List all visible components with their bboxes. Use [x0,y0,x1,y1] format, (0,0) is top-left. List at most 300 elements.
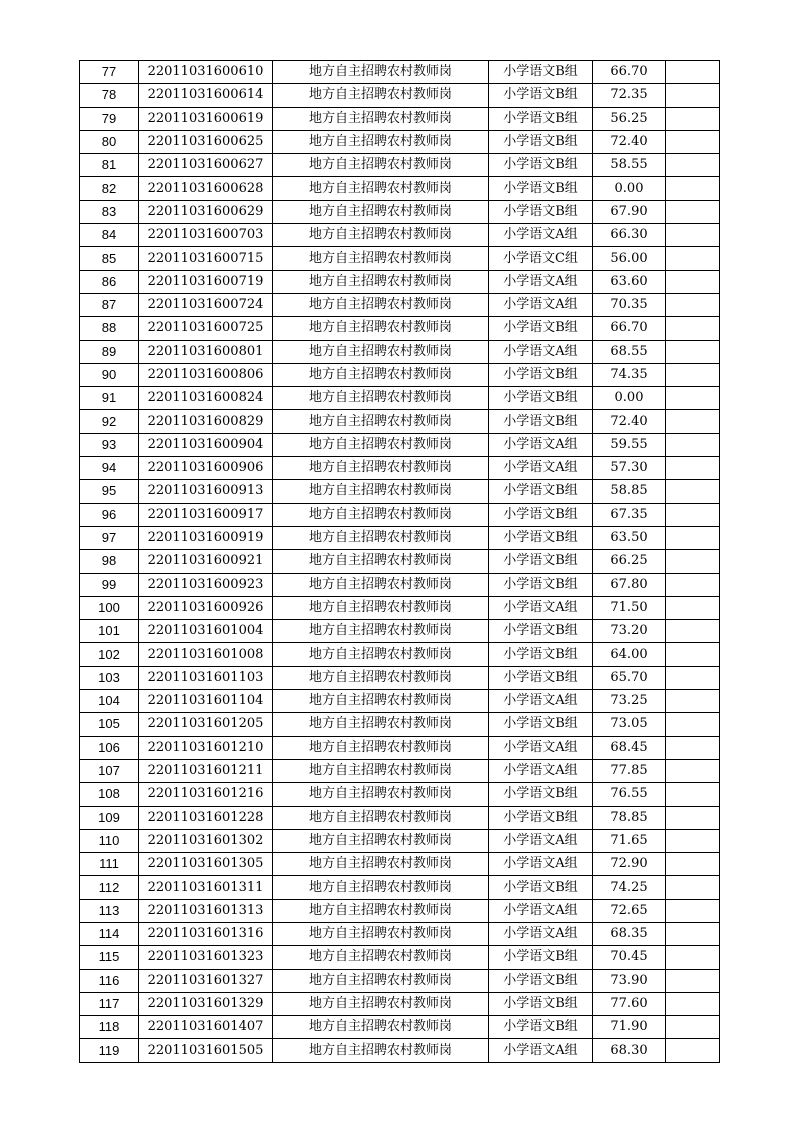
post-name-cell: 地方自主招聘农村教师岗 [273,363,489,386]
score-cell: 67.35 [593,503,666,526]
subject-group-cell: 小学语文C组 [489,247,593,270]
table-row [80,270,720,293]
subject-group-cell: 小学语文B组 [489,317,593,340]
subject-group-cell: 小学语文B组 [489,107,593,130]
score-table [79,60,720,1063]
remark-cell [666,317,720,340]
remark-cell [666,130,720,153]
post-name-cell: 地方自主招聘农村教师岗 [273,713,489,736]
score-cell: 68.30 [593,1039,666,1062]
exam-id-cell: 22011031600829 [139,410,273,433]
subject-group-cell: 小学语文B组 [489,1016,593,1039]
remark-cell [666,876,720,899]
table-row [80,130,720,153]
exam-id-cell: 22011031601210 [139,736,273,759]
table-row [80,922,720,945]
remark-cell [666,666,720,689]
table-row [80,200,720,223]
subject-group-cell: 小学语文B组 [489,969,593,992]
subject-group-cell: 小学语文B组 [489,154,593,177]
score-cell: 66.70 [593,317,666,340]
table-row [80,829,720,852]
subject-group-cell: 小学语文B组 [489,84,593,107]
row-number-cell: 84 [80,224,139,247]
post-name-cell: 地方自主招聘农村教师岗 [273,899,489,922]
score-cell: 73.25 [593,690,666,713]
exam-id-cell: 22011031601004 [139,620,273,643]
post-name-cell: 地方自主招聘农村教师岗 [273,293,489,316]
score-cell: 78.85 [593,806,666,829]
post-name-cell: 地方自主招聘农村教师岗 [273,596,489,619]
post-name-cell: 地方自主招聘农村教师岗 [273,922,489,945]
score-cell: 72.40 [593,130,666,153]
remark-cell [666,899,720,922]
subject-group-cell: 小学语文B组 [489,573,593,596]
row-number-cell: 97 [80,526,139,549]
table-row [80,433,720,456]
subject-group-cell: 小学语文A组 [489,690,593,713]
post-name-cell: 地方自主招聘农村教师岗 [273,340,489,363]
table-row [80,596,720,619]
subject-group-cell: 小学语文A组 [489,736,593,759]
table-row [80,969,720,992]
subject-group-cell: 小学语文B组 [489,61,593,84]
table-row [80,177,720,200]
table-row [80,573,720,596]
table-row [80,340,720,363]
post-name-cell: 地方自主招聘农村教师岗 [273,247,489,270]
remark-cell [666,1016,720,1039]
subject-group-cell: 小学语文B组 [489,363,593,386]
row-number-cell: 88 [80,317,139,340]
post-name-cell: 地方自主招聘农村教师岗 [273,61,489,84]
remark-cell [666,759,720,782]
remark-cell [666,84,720,107]
exam-id-cell: 22011031600923 [139,573,273,596]
exam-id-cell: 22011031600913 [139,480,273,503]
exam-id-cell: 22011031601008 [139,643,273,666]
remark-cell [666,503,720,526]
score-cell: 56.25 [593,107,666,130]
table-row [80,457,720,480]
exam-id-cell: 22011031601205 [139,713,273,736]
remark-cell [666,480,720,503]
row-number-cell: 83 [80,200,139,223]
subject-group-cell: 小学语文B组 [489,806,593,829]
subject-group-cell: 小学语文A组 [489,457,593,480]
remark-cell [666,526,720,549]
subject-group-cell: 小学语文B组 [489,876,593,899]
row-number-cell: 90 [80,363,139,386]
exam-id-cell: 22011031600628 [139,177,273,200]
score-cell: 77.85 [593,759,666,782]
subject-group-cell: 小学语文B组 [489,387,593,410]
row-number-cell: 117 [80,992,139,1015]
remark-cell [666,620,720,643]
subject-group-cell: 小学语文B组 [489,643,593,666]
post-name-cell: 地方自主招聘农村教师岗 [273,410,489,433]
exam-id-cell: 22011031601104 [139,690,273,713]
row-number-cell: 110 [80,829,139,852]
exam-id-cell: 22011031601323 [139,946,273,969]
remark-cell [666,293,720,316]
post-name-cell: 地方自主招聘农村教师岗 [273,573,489,596]
post-name-cell: 地方自主招聘农村教师岗 [273,946,489,969]
remark-cell [666,690,720,713]
subject-group-cell: 小学语文B组 [489,550,593,573]
row-number-cell: 104 [80,690,139,713]
remark-cell [666,247,720,270]
exam-id-cell: 22011031601211 [139,759,273,782]
post-name-cell: 地方自主招聘农村教师岗 [273,690,489,713]
remark-cell [666,177,720,200]
row-number-cell: 96 [80,503,139,526]
exam-id-cell: 22011031601316 [139,922,273,945]
subject-group-cell: 小学语文A组 [489,759,593,782]
subject-group-cell: 小学语文A组 [489,433,593,456]
row-number-cell: 80 [80,130,139,153]
subject-group-cell: 小学语文A组 [489,853,593,876]
row-number-cell: 116 [80,969,139,992]
remark-cell [666,340,720,363]
row-number-cell: 114 [80,922,139,945]
post-name-cell: 地方自主招聘农村教师岗 [273,503,489,526]
remark-cell [666,573,720,596]
exam-id-cell: 22011031601103 [139,666,273,689]
remark-cell [666,1039,720,1062]
remark-cell [666,433,720,456]
score-cell: 72.90 [593,853,666,876]
remark-cell [666,200,720,223]
row-number-cell: 109 [80,806,139,829]
post-name-cell: 地方自主招聘农村教师岗 [273,457,489,480]
score-cell: 68.55 [593,340,666,363]
exam-id-cell: 22011031600919 [139,526,273,549]
score-cell: 0.00 [593,177,666,200]
subject-group-cell: 小学语文B组 [489,200,593,223]
score-cell: 73.20 [593,620,666,643]
table-row [80,480,720,503]
row-number-cell: 101 [80,620,139,643]
exam-id-cell: 22011031600921 [139,550,273,573]
exam-id-cell: 22011031601302 [139,829,273,852]
subject-group-cell: 小学语文B组 [489,480,593,503]
score-cell: 72.35 [593,84,666,107]
post-name-cell: 地方自主招聘农村教师岗 [273,224,489,247]
subject-group-cell: 小学语文B组 [489,130,593,153]
score-cell: 58.85 [593,480,666,503]
remark-cell [666,270,720,293]
row-number-cell: 102 [80,643,139,666]
exam-id-cell: 22011031600917 [139,503,273,526]
exam-id-cell: 22011031600719 [139,270,273,293]
post-name-cell: 地方自主招聘农村教师岗 [273,200,489,223]
score-cell: 74.25 [593,876,666,899]
exam-id-cell: 22011031600926 [139,596,273,619]
score-cell: 65.70 [593,666,666,689]
score-cell: 72.40 [593,410,666,433]
row-number-cell: 107 [80,759,139,782]
score-cell: 74.35 [593,363,666,386]
remark-cell [666,922,720,945]
remark-cell [666,853,720,876]
remark-cell [666,387,720,410]
table-row [80,643,720,666]
remark-cell [666,969,720,992]
post-name-cell: 地方自主招聘农村教师岗 [273,666,489,689]
row-number-cell: 91 [80,387,139,410]
remark-cell [666,363,720,386]
table-row [80,1016,720,1039]
score-cell: 64.00 [593,643,666,666]
exam-id-cell: 22011031600904 [139,433,273,456]
subject-group-cell: 小学语文B组 [489,620,593,643]
score-cell: 71.90 [593,1016,666,1039]
table-row [80,620,720,643]
remark-cell [666,783,720,806]
table-row [80,84,720,107]
remark-cell [666,61,720,84]
post-name-cell: 地方自主招聘农村教师岗 [273,1039,489,1062]
exam-id-cell: 22011031601228 [139,806,273,829]
post-name-cell: 地方自主招聘农村教师岗 [273,433,489,456]
subject-group-cell: 小学语文B组 [489,666,593,689]
post-name-cell: 地方自主招聘农村教师岗 [273,526,489,549]
table-row [80,713,720,736]
table-row [80,363,720,386]
post-name-cell: 地方自主招聘农村教师岗 [273,317,489,340]
post-name-cell: 地方自主招聘农村教师岗 [273,620,489,643]
table-row [80,806,720,829]
remark-cell [666,643,720,666]
post-name-cell: 地方自主招聘农村教师岗 [273,154,489,177]
score-cell: 68.45 [593,736,666,759]
subject-group-cell: 小学语文A组 [489,1039,593,1062]
row-number-cell: 86 [80,270,139,293]
table-row [80,876,720,899]
post-name-cell: 地方自主招聘农村教师岗 [273,480,489,503]
row-number-cell: 118 [80,1016,139,1039]
subject-group-cell: 小学语文A组 [489,270,593,293]
exam-id-cell: 22011031600715 [139,247,273,270]
score-table-body [80,61,720,1063]
score-cell: 70.35 [593,293,666,316]
score-cell: 67.80 [593,573,666,596]
exam-id-cell: 22011031601327 [139,969,273,992]
row-number-cell: 78 [80,84,139,107]
score-cell: 71.50 [593,596,666,619]
row-number-cell: 94 [80,457,139,480]
row-number-cell: 112 [80,876,139,899]
table-row [80,107,720,130]
score-cell: 77.60 [593,992,666,1015]
subject-group-cell: 小学语文A组 [489,922,593,945]
subject-group-cell: 小学语文A组 [489,829,593,852]
subject-group-cell: 小学语文B组 [489,410,593,433]
table-row [80,736,720,759]
exam-id-cell: 22011031600824 [139,387,273,410]
score-cell: 58.55 [593,154,666,177]
subject-group-cell: 小学语文A组 [489,224,593,247]
post-name-cell: 地方自主招聘农村教师岗 [273,783,489,806]
remark-cell [666,154,720,177]
post-name-cell: 地方自主招聘农村教师岗 [273,107,489,130]
subject-group-cell: 小学语文B组 [489,783,593,806]
exam-id-cell: 22011031600627 [139,154,273,177]
table-row [80,387,720,410]
table-row [80,992,720,1015]
exam-id-cell: 22011031600725 [139,317,273,340]
score-cell: 70.45 [593,946,666,969]
score-cell: 57.30 [593,457,666,480]
post-name-cell: 地方自主招聘农村教师岗 [273,876,489,899]
post-name-cell: 地方自主招聘农村教师岗 [273,270,489,293]
subject-group-cell: 小学语文A组 [489,293,593,316]
remark-cell [666,550,720,573]
remark-cell [666,946,720,969]
exam-id-cell: 22011031600625 [139,130,273,153]
row-number-cell: 79 [80,107,139,130]
row-number-cell: 77 [80,61,139,84]
score-cell: 73.90 [593,969,666,992]
row-number-cell: 85 [80,247,139,270]
table-row [80,410,720,433]
subject-group-cell: 小学语文A组 [489,596,593,619]
row-number-cell: 103 [80,666,139,689]
table-row [80,783,720,806]
table-row [80,61,720,84]
exam-id-cell: 22011031600724 [139,293,273,316]
subject-group-cell: 小学语文B组 [489,526,593,549]
row-number-cell: 87 [80,293,139,316]
exam-id-cell: 22011031601329 [139,992,273,1015]
table-row [80,1039,720,1062]
score-cell: 59.55 [593,433,666,456]
subject-group-cell: 小学语文A组 [489,340,593,363]
row-number-cell: 81 [80,154,139,177]
table-row [80,526,720,549]
remark-cell [666,596,720,619]
subject-group-cell: 小学语文B组 [489,503,593,526]
score-cell: 66.25 [593,550,666,573]
post-name-cell: 地方自主招聘农村教师岗 [273,550,489,573]
post-name-cell: 地方自主招聘农村教师岗 [273,177,489,200]
table-row [80,247,720,270]
exam-id-cell: 22011031601407 [139,1016,273,1039]
row-number-cell: 105 [80,713,139,736]
remark-cell [666,457,720,480]
subject-group-cell: 小学语文A组 [489,899,593,922]
row-number-cell: 92 [80,410,139,433]
post-name-cell: 地方自主招聘农村教师岗 [273,806,489,829]
exam-id-cell: 22011031601305 [139,853,273,876]
score-cell: 56.00 [593,247,666,270]
post-name-cell: 地方自主招聘农村教师岗 [273,759,489,782]
remark-cell [666,992,720,1015]
table-row [80,154,720,177]
subject-group-cell: 小学语文B组 [489,177,593,200]
exam-id-cell: 22011031600906 [139,457,273,480]
exam-id-cell: 22011031601505 [139,1039,273,1062]
score-cell: 63.60 [593,270,666,293]
remark-cell [666,713,720,736]
score-cell: 73.05 [593,713,666,736]
table-row [80,503,720,526]
post-name-cell: 地方自主招聘农村教师岗 [273,829,489,852]
post-name-cell: 地方自主招聘农村教师岗 [273,1016,489,1039]
exam-id-cell: 22011031601216 [139,783,273,806]
post-name-cell: 地方自主招聘农村教师岗 [273,992,489,1015]
score-cell: 0.00 [593,387,666,410]
subject-group-cell: 小学语文B组 [489,713,593,736]
post-name-cell: 地方自主招聘农村教师岗 [273,853,489,876]
score-cell: 71.65 [593,829,666,852]
row-number-cell: 82 [80,177,139,200]
post-name-cell: 地方自主招聘农村教师岗 [273,643,489,666]
table-row [80,550,720,573]
score-cell: 72.65 [593,899,666,922]
remark-cell [666,736,720,759]
subject-group-cell: 小学语文B组 [489,946,593,969]
exam-id-cell: 22011031601311 [139,876,273,899]
subject-group-cell: 小学语文B组 [489,992,593,1015]
row-number-cell: 98 [80,550,139,573]
post-name-cell: 地方自主招聘农村教师岗 [273,736,489,759]
exam-id-cell: 22011031601313 [139,899,273,922]
remark-cell [666,806,720,829]
row-number-cell: 93 [80,433,139,456]
row-number-cell: 99 [80,573,139,596]
row-number-cell: 113 [80,899,139,922]
table-row [80,317,720,340]
table-row [80,759,720,782]
table-row [80,666,720,689]
exam-id-cell: 22011031600801 [139,340,273,363]
remark-cell [666,224,720,247]
post-name-cell: 地方自主招聘农村教师岗 [273,84,489,107]
exam-id-cell: 22011031600806 [139,363,273,386]
post-name-cell: 地方自主招聘农村教师岗 [273,130,489,153]
remark-cell [666,410,720,433]
table-row [80,293,720,316]
row-number-cell: 95 [80,480,139,503]
exam-id-cell: 22011031600703 [139,224,273,247]
remark-cell [666,829,720,852]
table-row [80,853,720,876]
post-name-cell: 地方自主招聘农村教师岗 [273,387,489,410]
row-number-cell: 115 [80,946,139,969]
score-cell: 66.70 [593,61,666,84]
score-cell: 76.55 [593,783,666,806]
score-cell: 68.35 [593,922,666,945]
row-number-cell: 100 [80,596,139,619]
remark-cell [666,107,720,130]
table-row [80,690,720,713]
row-number-cell: 119 [80,1039,139,1062]
exam-id-cell: 22011031600614 [139,84,273,107]
row-number-cell: 108 [80,783,139,806]
table-row [80,946,720,969]
post-name-cell: 地方自主招聘农村教师岗 [273,969,489,992]
row-number-cell: 106 [80,736,139,759]
score-cell: 66.30 [593,224,666,247]
score-cell: 63.50 [593,526,666,549]
row-number-cell: 111 [80,853,139,876]
table-row [80,899,720,922]
exam-id-cell: 22011031600629 [139,200,273,223]
table-row [80,224,720,247]
exam-id-cell: 22011031600610 [139,61,273,84]
